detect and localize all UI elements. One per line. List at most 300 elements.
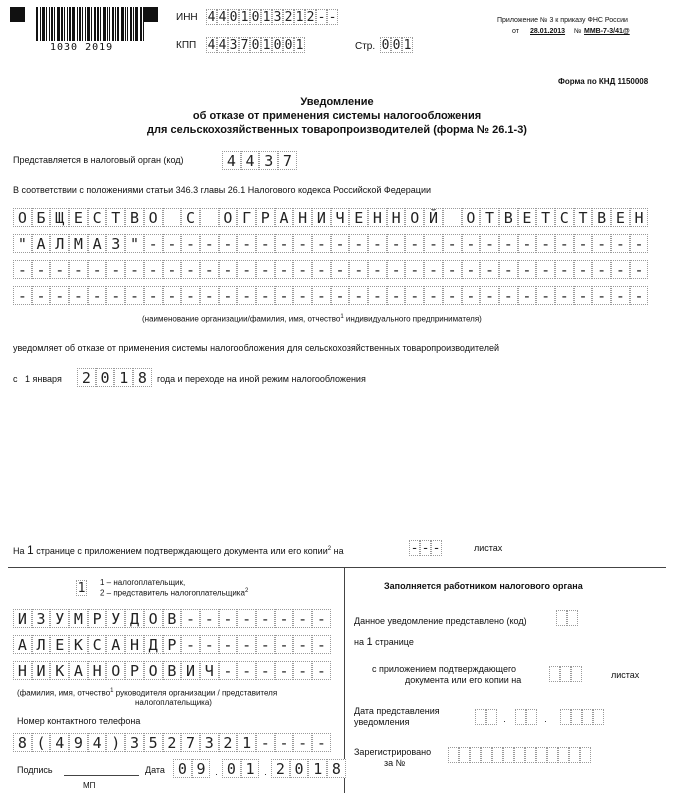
- char-cell: -: [256, 661, 275, 680]
- submitted-code: [556, 610, 578, 626]
- char-cell: 4: [241, 151, 260, 170]
- char-cell: У: [50, 609, 69, 628]
- char-cell: -: [536, 260, 555, 279]
- char-cell: О: [219, 208, 238, 227]
- char-cell: -: [368, 234, 387, 253]
- char-cell: 7: [278, 151, 297, 170]
- barcode-bar: [115, 7, 116, 41]
- char-cell: 1: [308, 759, 327, 778]
- char-cell: Н: [387, 208, 406, 227]
- char-cell: -: [219, 609, 238, 628]
- char-cell: -: [200, 260, 219, 279]
- char-cell: С: [88, 635, 107, 654]
- barcode-bar: [49, 7, 50, 41]
- corner-marker-left: [10, 7, 25, 22]
- char-cell: О: [144, 661, 163, 680]
- barcode-bar: [100, 7, 101, 41]
- char-cell: -: [237, 260, 256, 279]
- pages-attach-count: [409, 540, 442, 556]
- char-cell: 1: [240, 10, 249, 25]
- char-cell: -: [331, 260, 350, 279]
- char-cell: 0: [381, 38, 390, 53]
- char-cell: -: [293, 733, 312, 752]
- char-cell: -: [275, 661, 294, 680]
- char-cell: -: [611, 286, 630, 305]
- char-cell: -: [462, 234, 481, 253]
- char-cell: [536, 747, 547, 763]
- char-cell: -: [592, 286, 611, 305]
- char-cell: Н: [13, 661, 32, 680]
- char-cell: -: [275, 733, 294, 752]
- char-cell: 5: [144, 733, 163, 752]
- char-cell: 3: [229, 38, 238, 53]
- registered-number: [448, 747, 591, 763]
- char-cell: З: [106, 234, 125, 253]
- char-cell: [443, 208, 462, 227]
- page-label: Стр.: [355, 41, 376, 52]
- on-pages: на 1 странице: [354, 636, 414, 648]
- date-submitted-label-2: уведомления: [354, 717, 410, 727]
- char-cell: -: [312, 635, 331, 654]
- char-cell: [556, 610, 567, 626]
- char-cell: И: [312, 208, 331, 227]
- char-cell: Т: [480, 208, 499, 227]
- org-name-row-3: [13, 260, 648, 279]
- char-cell: 0: [229, 10, 238, 25]
- char-cell: -: [256, 234, 275, 253]
- char-cell: 8: [13, 733, 32, 752]
- notice-text: уведомляет об отказе от применения системы налогообложения для сельскохозяйственных товаропроизводителей: [13, 343, 500, 353]
- char-cell: Е: [69, 208, 88, 227]
- char-cell: -: [32, 286, 51, 305]
- char-cell: ): [106, 733, 125, 752]
- org-name-row-2: [13, 234, 648, 253]
- char-cell: -: [405, 260, 424, 279]
- char-cell: -: [237, 609, 256, 628]
- char-cell: -: [349, 234, 368, 253]
- char-cell: -: [69, 286, 88, 305]
- char-cell: -: [349, 260, 368, 279]
- char-cell: -: [410, 541, 419, 556]
- char-cell: -: [499, 286, 518, 305]
- char-cell: -: [144, 234, 163, 253]
- signer-caption-2: налогоплательщика): [135, 698, 212, 707]
- law-text: В соответствии с положениями статьи 346.3 главы 26.1 Налогового кодекса Российской Федерации: [13, 185, 431, 195]
- char-cell: Т: [574, 208, 593, 227]
- char-cell: -: [88, 286, 107, 305]
- char-cell: -: [13, 260, 32, 279]
- char-cell: -: [181, 286, 200, 305]
- char-cell: -: [275, 635, 294, 654]
- phone-field: [13, 733, 331, 752]
- barcode-bar: [64, 7, 65, 41]
- char-cell: -: [421, 541, 430, 556]
- char-cell: [580, 747, 591, 763]
- char-cell: -: [293, 661, 312, 680]
- char-cell: -: [200, 609, 219, 628]
- char-cell: -: [405, 286, 424, 305]
- char-cell: -: [293, 609, 312, 628]
- char-cell: -: [144, 260, 163, 279]
- char-cell: О: [462, 208, 481, 227]
- char-cell: 0: [251, 10, 260, 25]
- char-cell: -: [499, 234, 518, 253]
- char-cell: -: [317, 10, 326, 25]
- char-cell: [560, 709, 571, 725]
- char-cell: У: [106, 609, 125, 628]
- char-cell: Р: [125, 661, 144, 680]
- from-year: [77, 368, 152, 387]
- char-cell: -: [163, 260, 182, 279]
- char-cell: Е: [611, 208, 630, 227]
- char-cell: З: [32, 609, 51, 628]
- char-cell: -: [275, 286, 294, 305]
- attach-sheets-label: листах: [611, 670, 640, 680]
- date-submitted-dot-1: .: [503, 714, 506, 724]
- char-cell: -: [219, 260, 238, 279]
- char-cell: -: [499, 260, 518, 279]
- char-cell: 2: [284, 10, 293, 25]
- char-cell: 4: [50, 733, 69, 752]
- barcode-number: 1030 2019: [50, 42, 114, 53]
- inn-label: ИНН: [176, 12, 198, 23]
- char-cell: -: [349, 286, 368, 305]
- kpp-field: [206, 37, 305, 53]
- char-cell: -: [555, 260, 574, 279]
- char-cell: Н: [88, 661, 107, 680]
- char-cell: [475, 709, 486, 725]
- barcode-bar: [54, 7, 55, 41]
- char-cell: -: [163, 234, 182, 253]
- char-cell: И: [32, 661, 51, 680]
- sign-date-day: [173, 759, 210, 778]
- char-cell: 8: [133, 368, 152, 387]
- char-cell: 9: [192, 759, 211, 778]
- char-cell: -: [256, 286, 275, 305]
- char-cell: 0: [251, 38, 260, 53]
- char-cell: -: [181, 260, 200, 279]
- date-submitted-day: [475, 709, 497, 725]
- char-cell: 0: [173, 759, 192, 778]
- char-cell: О: [106, 661, 125, 680]
- barcode-bar: [133, 7, 134, 41]
- char-cell: М: [69, 234, 88, 253]
- char-cell: -: [125, 286, 144, 305]
- char-cell: О: [144, 208, 163, 227]
- char-cell: Н: [293, 208, 312, 227]
- char-cell: ": [13, 234, 32, 253]
- char-cell: Н: [630, 208, 649, 227]
- char-cell: -: [611, 234, 630, 253]
- char-cell: -: [387, 260, 406, 279]
- char-cell: 0: [392, 38, 401, 53]
- char-cell: -: [405, 234, 424, 253]
- char-cell: -: [256, 260, 275, 279]
- char-cell: -: [256, 609, 275, 628]
- barcode-bar: [109, 7, 110, 41]
- char-cell: -: [312, 733, 331, 752]
- char-cell: ": [125, 234, 144, 253]
- char-cell: -: [328, 10, 337, 25]
- char-cell: 4: [88, 733, 107, 752]
- char-cell: [547, 747, 558, 763]
- char-cell: -: [237, 286, 256, 305]
- pages-suffix: листах: [474, 543, 503, 553]
- char-cell: 1: [241, 759, 260, 778]
- char-cell: -: [181, 609, 200, 628]
- char-cell: Н: [125, 635, 144, 654]
- barcode-bar: [69, 7, 71, 41]
- char-cell: 2: [77, 368, 96, 387]
- date-label: Дата: [145, 765, 165, 775]
- char-cell: 2: [163, 733, 182, 752]
- char-cell: -: [331, 234, 350, 253]
- char-cell: Р: [163, 635, 182, 654]
- char-cell: 4: [218, 10, 227, 25]
- barcode-bar: [85, 7, 86, 41]
- char-cell: 2: [271, 759, 290, 778]
- char-cell: -: [293, 286, 312, 305]
- char-cell: -: [368, 260, 387, 279]
- char-cell: -: [443, 234, 462, 253]
- barcode-bar: [40, 7, 41, 41]
- char-cell: -: [387, 286, 406, 305]
- char-cell: 4: [222, 151, 241, 170]
- char-cell: 2: [306, 10, 315, 25]
- pages-line: На 1 странице с приложением подтверждающего документа или его копии$^2$ на: [13, 543, 344, 557]
- char-cell: -: [88, 260, 107, 279]
- char-cell: 0: [273, 38, 282, 53]
- order-ref-number: ММВ-7-3/41@: [584, 28, 630, 35]
- char-cell: Н: [368, 208, 387, 227]
- char-cell: [593, 709, 604, 725]
- char-cell: 1: [237, 733, 256, 752]
- sign-line: [64, 775, 139, 776]
- barcode-bar: [79, 7, 81, 41]
- kpp-label: КПП: [176, 40, 197, 51]
- char-cell: О: [405, 208, 424, 227]
- char-cell: Р: [256, 208, 275, 227]
- char-cell: -: [275, 234, 294, 253]
- char-cell: -: [574, 234, 593, 253]
- org-name-caption: (наименование организации/фамилия, имя, отчество$^1$ индивидуального предпринимателя): [142, 314, 482, 324]
- char-cell: А: [13, 635, 32, 654]
- char-cell: -: [424, 286, 443, 305]
- char-cell: 7: [240, 38, 249, 53]
- char-cell: [503, 747, 514, 763]
- char-cell: М: [69, 609, 88, 628]
- char-cell: -: [574, 286, 593, 305]
- char-cell: -: [574, 260, 593, 279]
- barcode-bar: [57, 7, 60, 41]
- char-cell: -: [536, 234, 555, 253]
- char-cell: 8: [327, 759, 346, 778]
- char-cell: (: [32, 733, 51, 752]
- char-cell: Т: [536, 208, 555, 227]
- char-cell: 1: [262, 38, 271, 53]
- char-cell: Д: [144, 635, 163, 654]
- from-suffix: года и переходе на иной режим налогообложения: [157, 374, 366, 384]
- char-cell: С: [88, 208, 107, 227]
- char-cell: -: [630, 234, 649, 253]
- char-cell: Л: [50, 234, 69, 253]
- registered-label-1: Зарегистрировано: [354, 747, 432, 757]
- char-cell: -: [312, 234, 331, 253]
- char-cell: В: [163, 609, 182, 628]
- char-cell: Е: [50, 635, 69, 654]
- char-cell: -: [312, 260, 331, 279]
- char-cell: -: [592, 234, 611, 253]
- date-submitted-year: [560, 709, 604, 725]
- char-cell: -: [69, 260, 88, 279]
- char-cell: А: [275, 208, 294, 227]
- char-cell: В: [592, 208, 611, 227]
- char-cell: [514, 747, 525, 763]
- submitted-label: Данное уведомление представлено (код): [354, 616, 527, 626]
- signer-caption: (фамилия, имя, отчество$^1$ руководителя организации / представителя: [17, 688, 278, 698]
- char-cell: 3: [125, 733, 144, 752]
- signer-type: [76, 580, 87, 596]
- doc-title-line2: об отказе от применения системы налогообложения: [192, 110, 482, 122]
- barcode-bar: [67, 7, 68, 41]
- barcode: [36, 7, 145, 41]
- section-divider: [8, 567, 666, 568]
- char-cell: [582, 709, 593, 725]
- char-cell: [549, 666, 560, 682]
- char-cell: О: [13, 208, 32, 227]
- char-cell: -: [125, 260, 144, 279]
- doc-title-line1: Уведомление: [300, 96, 374, 108]
- char-cell: 7: [181, 733, 200, 752]
- barcode-bar: [61, 7, 63, 41]
- char-cell: -: [432, 541, 441, 556]
- char-cell: -: [219, 661, 238, 680]
- char-cell: -: [480, 260, 499, 279]
- char-cell: 1: [403, 38, 412, 53]
- char-cell: В: [125, 208, 144, 227]
- char-cell: 3: [259, 151, 278, 170]
- page-field: [380, 37, 413, 53]
- char-cell: 0: [222, 759, 241, 778]
- sign-date-year: [271, 759, 346, 778]
- char-cell: 1: [77, 581, 86, 596]
- char-cell: И: [181, 661, 200, 680]
- char-cell: -: [13, 286, 32, 305]
- char-cell: К: [69, 635, 88, 654]
- char-cell: -: [293, 234, 312, 253]
- char-cell: -: [387, 234, 406, 253]
- barcode-bar: [46, 7, 47, 41]
- barcode-bar: [127, 7, 128, 41]
- registered-label-2: за №: [384, 758, 406, 768]
- order-ref-num-label: №: [574, 28, 582, 35]
- barcode-bar: [42, 7, 45, 41]
- date-submitted-label-1: Дата представления: [354, 706, 440, 716]
- sign-date-dot-1: .: [215, 767, 218, 777]
- char-cell: -: [424, 234, 443, 253]
- char-cell: Е: [518, 208, 537, 227]
- signer-middle-name: [13, 661, 331, 680]
- char-cell: -: [219, 234, 238, 253]
- authority-section-title: Заполняется работником налогового органа: [384, 581, 583, 591]
- char-cell: О: [144, 609, 163, 628]
- tax-authority-label: Представляется в налоговый орган (код): [13, 155, 184, 165]
- char-cell: 1: [262, 10, 271, 25]
- char-cell: А: [69, 661, 88, 680]
- char-cell: С: [181, 208, 200, 227]
- char-cell: Е: [349, 208, 368, 227]
- char-cell: Б: [32, 208, 51, 227]
- signer-type-opt1: 1 – налогоплательщик,: [100, 578, 186, 587]
- barcode-bar: [82, 7, 83, 41]
- char-cell: -: [50, 260, 69, 279]
- char-cell: Р: [88, 609, 107, 628]
- char-cell: -: [200, 234, 219, 253]
- mp-label: МП: [83, 781, 96, 790]
- char-cell: [567, 610, 578, 626]
- barcode-bar: [130, 7, 132, 41]
- org-name-row-1: [13, 208, 648, 227]
- char-cell: 0: [290, 759, 309, 778]
- char-cell: -: [106, 260, 125, 279]
- barcode-bar: [135, 7, 138, 41]
- char-cell: 1: [295, 10, 304, 25]
- corner-marker-right: [143, 7, 158, 22]
- char-cell: [515, 709, 526, 725]
- char-cell: [163, 208, 182, 227]
- char-cell: -: [275, 260, 294, 279]
- barcode-bar: [112, 7, 114, 41]
- attach-line1: с приложением подтверждающего: [372, 664, 517, 674]
- inn-field: [206, 9, 338, 25]
- char-cell: -: [462, 260, 481, 279]
- date-submitted-dot-2: .: [544, 714, 547, 724]
- char-cell: К: [50, 661, 69, 680]
- char-cell: -: [368, 286, 387, 305]
- char-cell: [558, 747, 569, 763]
- char-cell: [200, 208, 219, 227]
- char-cell: -: [293, 635, 312, 654]
- char-cell: [571, 709, 582, 725]
- char-cell: -: [462, 286, 481, 305]
- char-cell: 3: [273, 10, 282, 25]
- char-cell: 0: [96, 368, 115, 387]
- attach-sheets: [549, 666, 582, 682]
- form-code: Форма по КНД 1150008: [558, 77, 649, 86]
- char-cell: -: [555, 286, 574, 305]
- sign-date-dot-2: .: [264, 767, 267, 777]
- char-cell: -: [555, 234, 574, 253]
- char-cell: -: [536, 286, 555, 305]
- char-cell: -: [611, 260, 630, 279]
- char-cell: -: [480, 286, 499, 305]
- phone-label: Номер контактного телефона: [17, 716, 141, 726]
- char-cell: -: [592, 260, 611, 279]
- char-cell: Ч: [331, 208, 350, 227]
- char-cell: -: [312, 609, 331, 628]
- char-cell: -: [256, 733, 275, 752]
- char-cell: 4: [218, 38, 227, 53]
- char-cell: -: [256, 635, 275, 654]
- char-cell: -: [32, 260, 51, 279]
- sign-label: Подпись: [17, 765, 53, 775]
- char-cell: -: [219, 635, 238, 654]
- char-cell: -: [312, 286, 331, 305]
- char-cell: Л: [32, 635, 51, 654]
- char-cell: Т: [106, 208, 125, 227]
- char-cell: 9: [69, 733, 88, 752]
- char-cell: -: [181, 234, 200, 253]
